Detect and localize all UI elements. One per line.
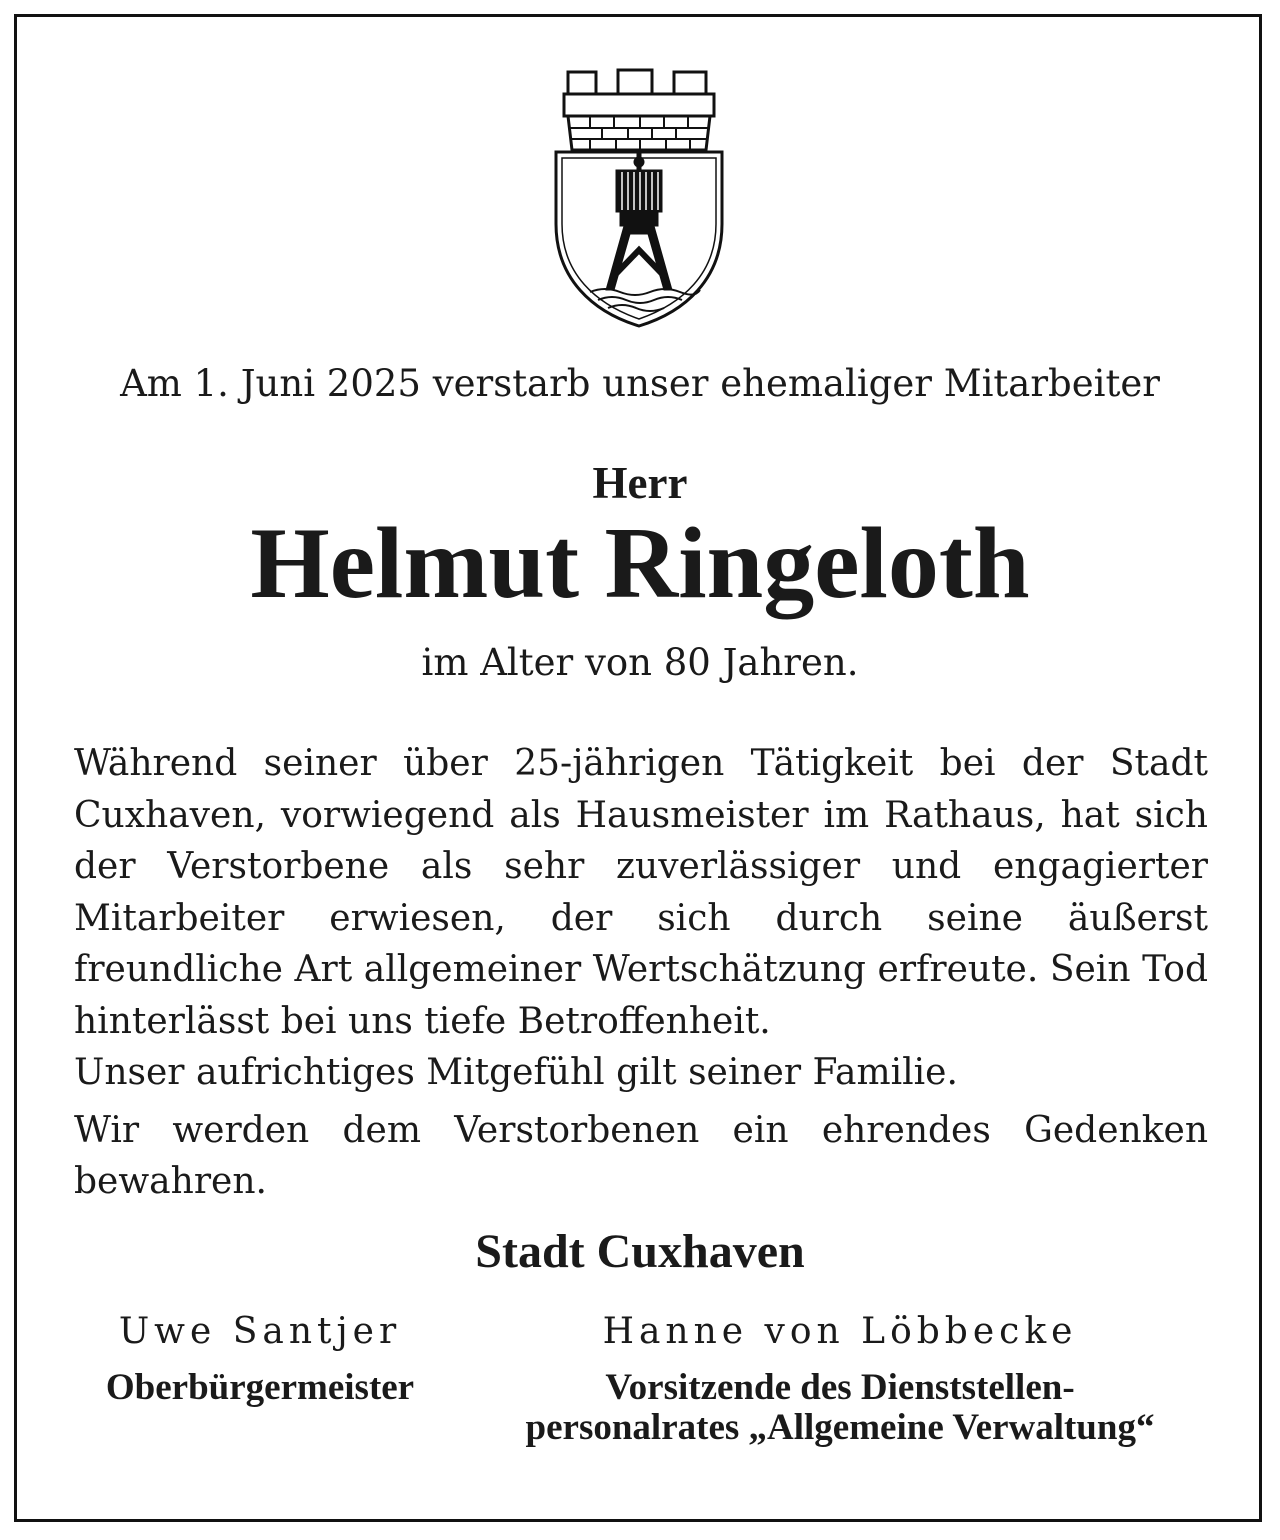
salutation: Herr [592, 458, 688, 508]
body-paragraph-remembrance: Wir werden dem Verstorbenen ein ehrendes Gedenken bewahren. [74, 1109, 1208, 1202]
cuxhaven-coat-of-arms-icon [550, 64, 728, 328]
signatory-role: Oberbürgermeister [105, 1367, 415, 1408]
body-paragraph-condolence: Unser aufrichtiges Mitgefühl gilt seiner Familie. [74, 1052, 958, 1093]
intro-text: Am 1. Juni 2025 verstarb unser ehemaliger Mitarbeiter [120, 362, 1160, 405]
signatory-role-line-1: Vorsitzende des Dienststellen- [605, 1367, 1075, 1408]
body-paragraph-tribute: Während seiner über 25-jährigen Tätigkeit bei der Stadt Cuxhaven, vorwiegend als Hausmeister im Rathaus, hat sich der Verstorbene als sehr zuverlässiger und engagierter Mitarbeiter erwiesen, der sich durch seine äußerst freundliche Art allgemeiner Wertschätzung erfreute. Sein Tod hinterlässt bei uns tiefe Betroffenheit. [74, 743, 1208, 1042]
signatory-name: Hanne von Löbbecke [602, 1311, 1078, 1352]
signatory-staff-council [420, 1308, 1260, 1448]
body-text [74, 738, 1208, 1208]
age-text: im Alter von 80 Jahren. [421, 641, 859, 684]
deceased-name: Helmut Ringeloth [250, 507, 1030, 620]
organization-name: Stadt Cuxhaven [475, 1225, 805, 1278]
signatory-mayor [60, 1308, 460, 1408]
signatory-role [420, 1368, 1260, 1448]
signatory-role-line-2: personalrates „Allgemeine Verwaltung“ [525, 1407, 1155, 1448]
signatory-name: Uwe Santjer [118, 1311, 402, 1352]
